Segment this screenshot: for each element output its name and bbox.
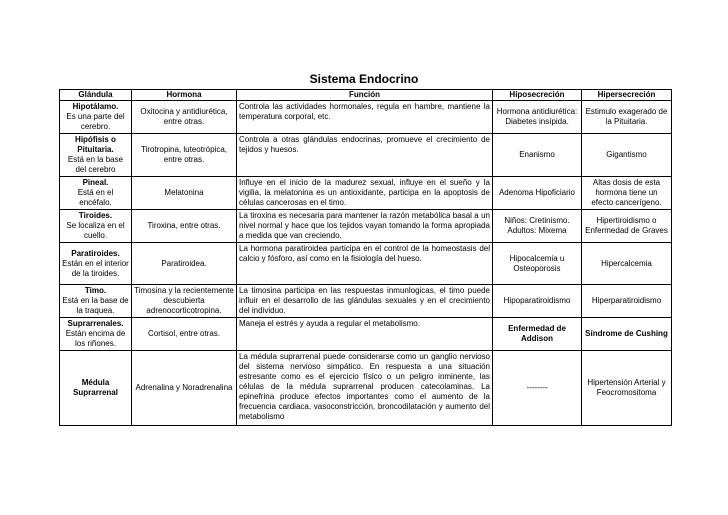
gland-name: Hipotálamo. <box>72 102 119 111</box>
hyposecretion-cell: Enanismo <box>493 134 582 177</box>
hormone-cell: Oxitocina y antidiurética, entre otras. <box>132 101 237 134</box>
function-cell: La médula suprarrenal puede considerarse como un ganglio nervioso del sistema nervioso simpático. En respuesta a una situación estresante como es el ejercicio físico o un peligro inminente, las células de la médula suprarrenal producen catecolaminas. La epinefrina produce efectos importantes como el aumento de la frecuencia cardiaca, vasoconstricción, broncodilatación y aumento del metabolismo <box>237 351 493 426</box>
hyposecretion-cell: Hipocalcemia u Osteoporosis <box>493 243 582 285</box>
hormone-cell: Melatonina <box>132 177 237 210</box>
hormone-cell: Tiroxina, entre otras. <box>132 210 237 243</box>
table-row <box>60 285 672 318</box>
header-gland: Glándula <box>60 90 132 101</box>
gland-desc: Están encima de los riñones. <box>65 329 126 348</box>
gland-name: Pineal. <box>82 178 109 187</box>
table-row <box>60 243 672 285</box>
table-row <box>60 134 672 177</box>
hormone-cell: Timosina y la recientemente descubierta adrenocorticotropina. <box>132 285 237 318</box>
hypersecretion-cell: Hipertensión Arterial y Feocromositoma <box>582 351 672 426</box>
gland-cell <box>60 101 132 134</box>
hormone-cell: Adrenalina y Noradrenalina <box>132 351 237 426</box>
gland-desc: Se localiza en el cuello. <box>66 221 125 240</box>
function-cell: Maneja el estrés y ayuda a regular el metabolismo. <box>237 318 493 351</box>
table-row <box>60 210 672 243</box>
function-cell: Influye en el inicio de la madurez sexual, influye en el sueño y la vigilia, la melatonina es un antioxidante, participa en la apoptosis de células cancerosas en el timo. <box>237 177 493 210</box>
function-cell: La tiroxina es necesaria para mantener la razón metabólica basal a un nivel normal y hace que los tejidos vayan tomando la forma apropiada a medida que van creciendo. <box>237 210 493 243</box>
hyposecretion-cell: Niños: Cretinismo. Adultos: Mixema <box>493 210 582 243</box>
function-cell: Controla las actividades hormonales, regula en hambre, mantiene la temperatura corporal, etc. <box>237 101 493 134</box>
hormone-cell: Tirotropina, luteotrópica, entre otras. <box>132 134 237 177</box>
function-cell: Controla a otras glándulas endocrinas, promueve el crecimiento de tejidos y huesos. <box>237 134 493 177</box>
hyposecretion-cell: -------- <box>493 351 582 426</box>
gland-name: Timo. <box>84 286 107 295</box>
function-cell: La timosina participa en las respuestas inmunlogicas, el timo puede influir en el desarrollo de las glándulas sexuales y en el crecimiento del individuo. <box>237 285 493 318</box>
gland-cell <box>60 134 132 177</box>
gland-name: Hipófisis o Pituitaria. <box>75 135 116 154</box>
hypersecretion-cell: Hiperparatiroidismo <box>582 285 672 318</box>
hyposecretion-cell: Hormona antidiurética: Diabetes insípida. <box>493 101 582 134</box>
document-title: Sistema Endocrino <box>309 72 419 86</box>
gland-name: Médula Suprarrenal <box>73 378 118 397</box>
hyposecretion-cell: Enfermedad de Addison <box>493 318 582 351</box>
gland-cell <box>60 243 132 285</box>
header-hypersecretion: Hipersecreción <box>582 90 672 101</box>
gland-desc: Está en la base de la traquea. <box>62 296 129 315</box>
function-cell: La hormona paratiroidea participa en el control de la homeostasis del calcio y fósforo, así como en la fisiología del hueso. <box>237 243 493 285</box>
hormone-cell: Cortisol, entre otras. <box>132 318 237 351</box>
gland-desc: Está en el encéfalo. <box>77 188 114 207</box>
hypersecretion-cell: Hipertiroidismo o Enfermedad de Graves <box>582 210 672 243</box>
table-row <box>60 351 672 426</box>
gland-cell <box>60 210 132 243</box>
hyposecretion-cell: Hipoparatiroidismo <box>493 285 582 318</box>
gland-name: Suprarrenales. <box>67 319 124 328</box>
gland-desc: Está en la base del cerebro <box>67 155 124 174</box>
table-header-row <box>60 90 672 101</box>
hypersecretion-cell: Gigantismo <box>582 134 672 177</box>
gland-desc: Están en el interior de la tiroides. <box>62 258 129 278</box>
hypersecretion-cell: Hipercalcemia <box>582 243 672 285</box>
gland-cell <box>60 285 132 318</box>
header-hormone: Hormona <box>132 90 237 101</box>
hypersecretion-cell: Síndrome de Cushing <box>582 318 672 351</box>
table-row <box>60 318 672 351</box>
gland-name: Tiroides. <box>78 211 113 220</box>
header-function: Función <box>237 90 493 101</box>
hypersecretion-cell: Altas dosis de esta hormona tiene un efecto cancerígeno. <box>582 177 672 210</box>
gland-name: Paratiroides. <box>71 248 120 258</box>
hypersecretion-cell: Estimulo exagerado de la Pituitaria. <box>582 101 672 134</box>
hyposecretion-cell: Adenoma Hipoficiario <box>493 177 582 210</box>
endocrine-table <box>59 89 672 426</box>
gland-cell <box>60 318 132 351</box>
gland-desc: Es una parte del cerebro. <box>66 112 125 131</box>
table-row <box>60 101 672 134</box>
header-hyposecretion: Hiposecreción <box>493 90 582 101</box>
gland-cell <box>60 177 132 210</box>
gland-cell <box>60 351 132 426</box>
hormone-cell: Paratiroidea. <box>132 243 237 285</box>
table-row <box>60 177 672 210</box>
